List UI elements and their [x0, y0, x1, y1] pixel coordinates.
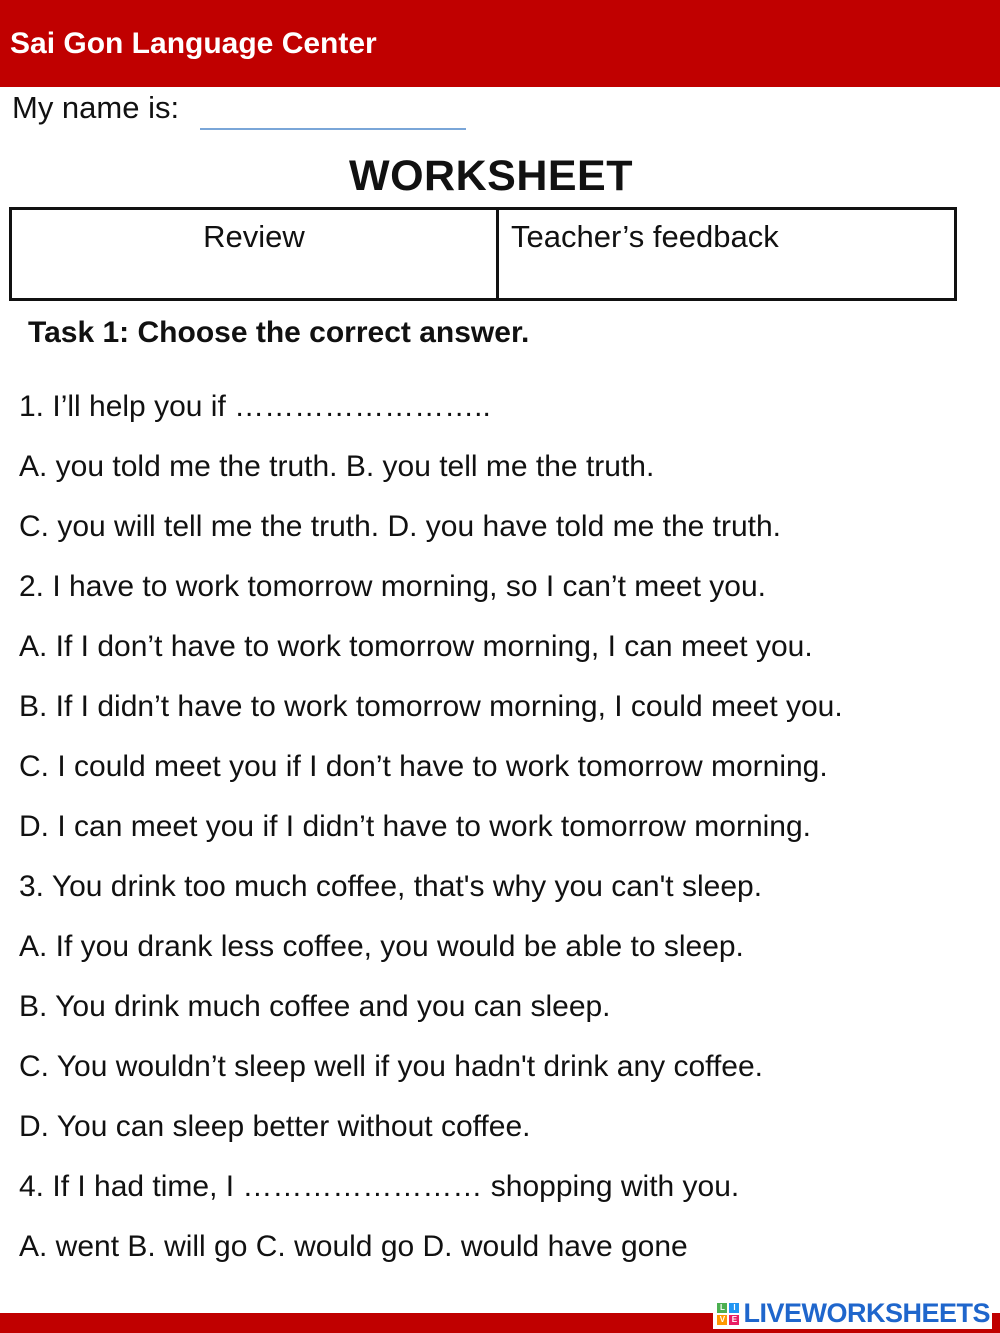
logo-letter-v: V — [717, 1315, 727, 1325]
name-label: My name is: — [12, 90, 180, 125]
name-input[interactable] — [200, 96, 466, 130]
question-3-option-d: D. You can sleep better without coffee. — [19, 1110, 531, 1143]
question-3-option-a: A. If you drank less coffee, you would be able to sleep. — [19, 930, 744, 963]
question-2-option-d: D. I can meet you if I didn’t have to work tomorrow morning. — [19, 810, 811, 843]
question-4-stem: 4. If I had time, I …………………… shopping with you. — [19, 1170, 740, 1203]
logo-letter-l: L — [717, 1303, 727, 1313]
question-2-option-b: B. If I didn’t have to work tomorrow morning, I could meet you. — [19, 690, 843, 723]
liveworksheets-logo-icon — [717, 1303, 739, 1325]
question-3-stem: 3. You drink too much coffee, that's why you can't sleep. — [19, 870, 763, 903]
review-cell: Review — [12, 210, 499, 298]
question-3-option-b: B. You drink much coffee and you can sleep. — [19, 990, 611, 1023]
question-1-options-ab: A. you told me the truth. B. you tell me the truth. — [19, 450, 655, 483]
worksheet-title: WORKSHEET — [349, 152, 633, 200]
task-title: Task 1: Choose the correct answer. — [28, 316, 530, 349]
question-1-options-cd: C. you will tell me the truth. D. you have told me the truth. — [19, 510, 782, 543]
question-4-options: A. went B. will go C. would go D. would have gone — [19, 1230, 688, 1263]
liveworksheets-logo-text: LIVEWORKSHEETS — [743, 1298, 990, 1328]
teacher-feedback-cell: Teacher’s feedback — [511, 219, 779, 254]
question-3-option-c: C. You wouldn’t sleep well if you hadn't drink any coffee. — [19, 1050, 763, 1083]
logo-letter-e: E — [729, 1315, 739, 1325]
liveworksheets-logo — [713, 1298, 992, 1329]
review-table — [9, 207, 957, 301]
question-2-option-a: A. If I don’t have to work tomorrow morning, I can meet you. — [19, 630, 813, 663]
question-list — [19, 389, 979, 1289]
header-title: Sai Gon Language Center — [10, 27, 377, 60]
logo-letter-i: I — [729, 1303, 739, 1313]
question-1-stem: 1. I’ll help you if …………………….. — [19, 390, 491, 423]
header-bar — [0, 0, 1000, 87]
question-2-option-c: C. I could meet you if I don’t have to work tomorrow morning. — [19, 750, 828, 783]
question-2-stem: 2. I have to work tomorrow morning, so I can’t meet you. — [19, 570, 766, 603]
